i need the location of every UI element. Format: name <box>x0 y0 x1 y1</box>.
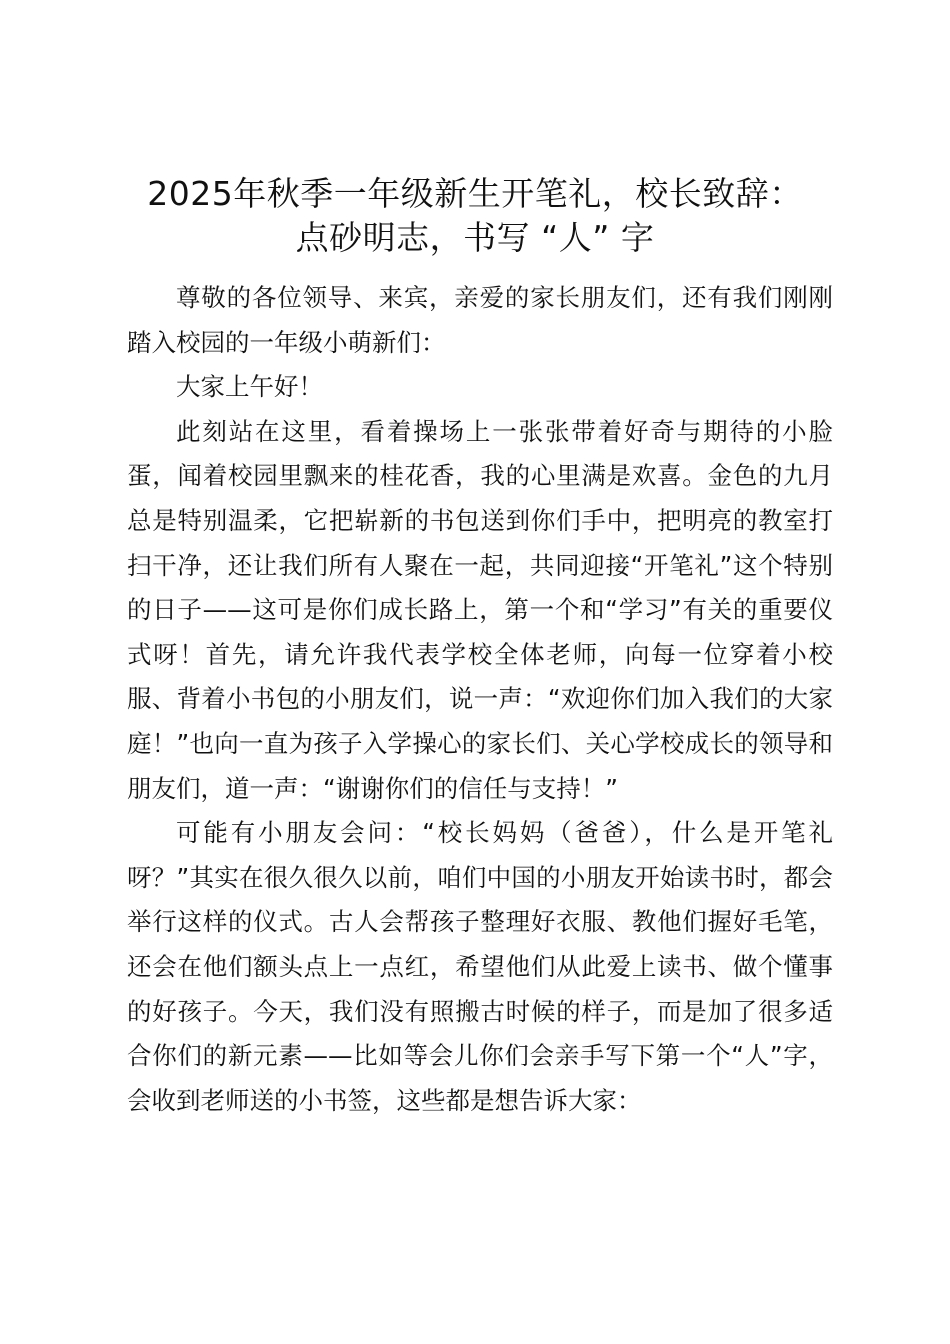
paragraph-salutation: 尊敬的各位领导、来宾，亲爱的家长朋友们，还有我们刚刚踏入校园的一年级小萌新们： <box>127 283 833 357</box>
title-line-2: 点砂明志，书写 “人” 字 <box>295 218 655 257</box>
document-title <box>0 172 950 260</box>
paragraph-greeting: 大家上午好！ <box>176 372 323 402</box>
paragraph-ceremony-explanation: 可能有小朋友会问：“校长妈妈（爸爸），什么是开笔礼呀？”其实在很久很久以前，咱们中国的小朋友开始读书时，都会举行这样的仪式。古人会帮孩子整理好衣服、教他们握好毛笔，还会在他们额头点上一点红，希望他们从此爱上读书、做个懂事的好孩子。今天，我们没有照搬古时候的样子，而是加了很多适合你们的新元素——比如等会儿你们会亲手写下第一个“人”字，会收到老师送的小书签，这些都是想告诉大家： <box>127 818 833 1115</box>
title-line-1: 2025年秋季一年级新生开笔礼，校长致辞： <box>147 174 803 213</box>
paragraph-welcome: 此刻站在这里，看着操场上一张张带着好奇与期待的小脸蛋，闻着校园里飘来的桂花香，我的心里满是欢喜。金色的九月总是特别温柔，它把崭新的书包送到你们手中，把明亮的教室打扫干净，还让我们所有人聚在一起，共同迎接“开笔礼”这个特别的日子——这可是你们成长路上，第一个和“学习”有关的重要仪式呀！首先，请允许我代表学校全体老师，向每一位穿着小校服、背着小书包的小朋友们，说一声：“欢迎你们加入我们的大家庭！”也向一直为孩子入学操心的家长们、关心学校成长的领导和朋友们，道一声：“谢谢你们的信任与支持！” <box>127 416 833 803</box>
document-body <box>127 276 833 1123</box>
